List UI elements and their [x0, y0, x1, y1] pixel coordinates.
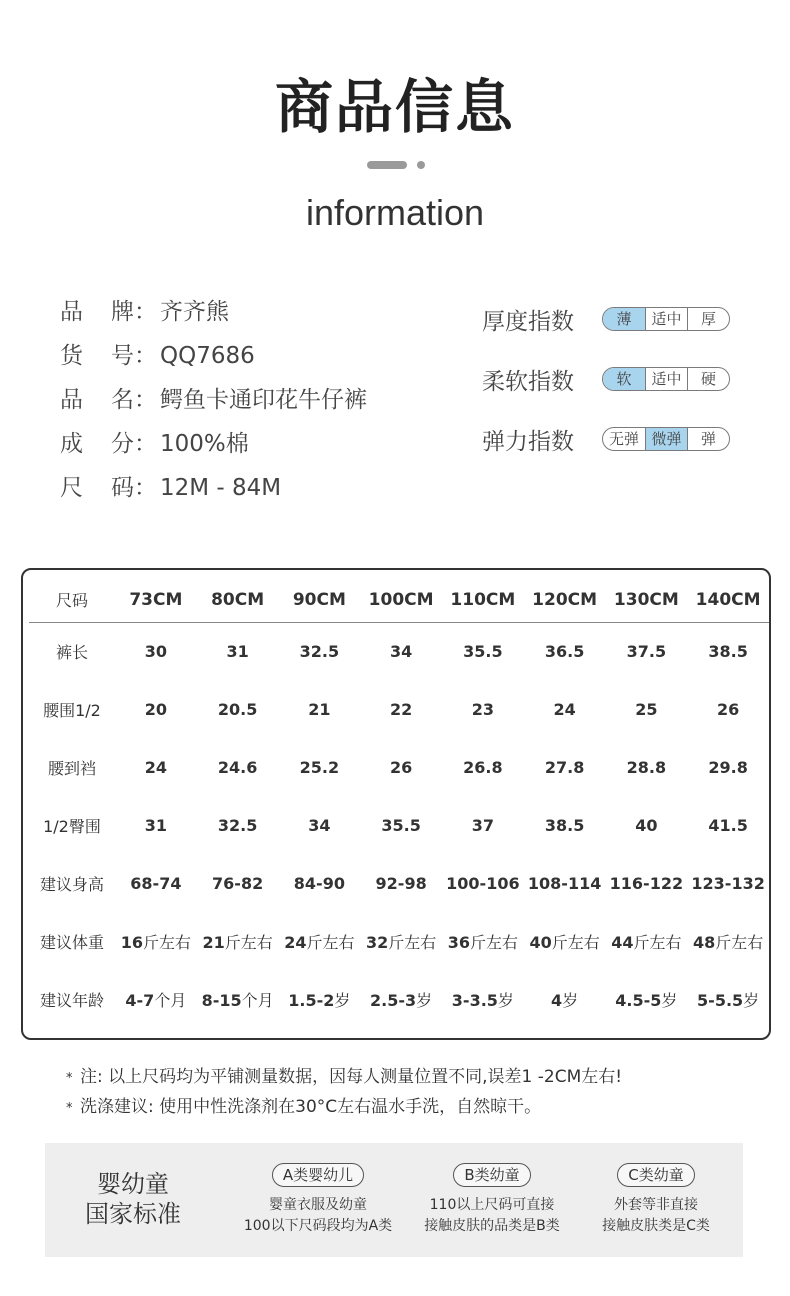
- size-cell: [687, 796, 769, 854]
- index-label: 柔软指数: [482, 368, 574, 395]
- table-row: [29, 912, 769, 970]
- size-cell: [606, 796, 688, 854]
- thickness-index: [482, 296, 742, 342]
- cell-value: 4-7: [125, 990, 155, 1010]
- info-value: 12M - 84M: [160, 475, 282, 501]
- class-desc-line: 110以上尺码可直接: [429, 1197, 555, 1213]
- size-cell: [115, 680, 197, 738]
- cell-value: 48: [692, 932, 716, 952]
- size-cell: [442, 912, 524, 970]
- national-standard-panel: [45, 1143, 743, 1257]
- size-cell: [524, 796, 606, 854]
- cell-value: 38.5: [544, 815, 585, 835]
- size-cell: [279, 796, 361, 854]
- cell-value: 37.5: [626, 641, 667, 661]
- size-cell: [279, 738, 361, 796]
- info-label: 货号: [60, 343, 134, 369]
- cell-value: 92-98: [375, 873, 427, 893]
- cell-value: 76-82: [212, 873, 264, 893]
- size-cell: [279, 680, 361, 738]
- size-cell: [279, 854, 361, 912]
- cell-value: 29.8: [708, 757, 748, 777]
- product-info-list: [60, 290, 460, 510]
- divider-dot: [417, 161, 425, 169]
- size-cell: [524, 622, 606, 680]
- cell-value: 1.5-2: [288, 990, 335, 1010]
- cell-value: 21: [308, 699, 331, 719]
- cell-value: 23: [471, 699, 494, 719]
- size-header-cell: 100CM: [360, 578, 442, 622]
- size-chart: [21, 568, 771, 1040]
- title-divider: [367, 161, 427, 169]
- cell-unit: 斤左右: [388, 932, 437, 952]
- size-cell: [115, 970, 197, 1028]
- cell-value: 40: [635, 815, 658, 835]
- notes: [66, 1062, 766, 1122]
- cell-value: 31: [226, 641, 249, 661]
- page-subtitle: information: [305, 192, 485, 233]
- note-measurement: [66, 1062, 766, 1092]
- size-cell: [442, 622, 524, 680]
- size-header-label: 尺码: [29, 578, 115, 622]
- cell-unit: 斤左右: [143, 932, 192, 952]
- cell-value: 35.5: [381, 815, 421, 835]
- cell-value: 123-132: [691, 873, 765, 893]
- row-label: 建议体重: [39, 932, 104, 952]
- size-cell: [442, 796, 524, 854]
- size-cell: [442, 680, 524, 738]
- class-desc-line: 婴童衣服及幼童: [269, 1197, 367, 1213]
- cell-value: 37: [471, 815, 494, 835]
- size-cell: [279, 912, 361, 970]
- cell-unit: 个月: [241, 990, 274, 1010]
- info-row-brand: [60, 290, 460, 334]
- cell-unit: 斤左右: [551, 932, 600, 952]
- cell-value: 24: [553, 699, 576, 719]
- size-cell: [360, 738, 442, 796]
- size-cell: [687, 680, 769, 738]
- cell-unit: 岁: [661, 990, 678, 1010]
- cell-unit: 斤左右: [470, 932, 519, 952]
- cell-value: 32.5: [217, 815, 258, 835]
- size-cell: [197, 912, 279, 970]
- info-label: 成分: [60, 431, 134, 457]
- size-cell: [442, 970, 524, 1028]
- index-option: 无弹: [608, 430, 639, 448]
- size-cell: [197, 970, 279, 1028]
- cell-value: 22: [389, 699, 413, 719]
- size-cell: [524, 912, 606, 970]
- size-cell: [606, 970, 688, 1028]
- cell-value: 35.5: [463, 641, 503, 661]
- cell-value: 28.8: [626, 757, 667, 777]
- cell-unit: 岁: [416, 990, 433, 1010]
- cell-value: 36: [447, 932, 470, 952]
- divider-dash: [367, 161, 407, 169]
- info-value: 100%棉: [160, 431, 249, 457]
- class-badge: B类幼童: [453, 1163, 530, 1187]
- index-option: 微弹: [645, 428, 687, 450]
- cell-value: 2.5-3: [370, 990, 417, 1010]
- class-badge: C类幼童: [617, 1163, 694, 1187]
- size-table-header: [29, 578, 769, 622]
- size-cell: [524, 970, 606, 1028]
- info-row-name: [60, 378, 460, 422]
- class-desc-line: 外套等非直接: [614, 1197, 698, 1213]
- cell-value: 24: [284, 932, 307, 952]
- cell-value: 68-74: [130, 873, 182, 893]
- cell-value: 21: [202, 932, 225, 952]
- cell-value: 4: [551, 990, 563, 1010]
- size-table-body: [29, 622, 769, 1028]
- standard-title-line: 国家标准: [85, 1200, 181, 1228]
- size-cell: [115, 912, 197, 970]
- cell-value: 108-114: [527, 873, 602, 893]
- table-row: [29, 970, 769, 1028]
- info-row-size: [60, 466, 460, 510]
- index-option: 适中: [645, 368, 687, 390]
- index-option: 薄: [603, 308, 645, 330]
- info-colon: ：: [134, 299, 157, 325]
- info-row-sku: [60, 334, 460, 378]
- standard-class-b: [407, 1163, 577, 1237]
- size-cell: [687, 854, 769, 912]
- index-option: 软: [603, 368, 645, 390]
- size-cell: [524, 680, 606, 738]
- note-text: 注: 以上尺码均为平铺测量数据，因每人测量位置不同,误差1 -2CM左右!: [80, 1067, 623, 1087]
- size-cell: [279, 970, 361, 1028]
- cell-value: 32: [365, 932, 389, 952]
- class-description: [571, 1195, 741, 1237]
- size-cell: [197, 796, 279, 854]
- size-header-cell: 73CM: [115, 578, 197, 622]
- info-colon: ：: [134, 343, 157, 369]
- size-header-cell: 140CM: [687, 578, 769, 622]
- size-header-cell: 110CM: [442, 578, 524, 622]
- standard-title: [73, 1169, 193, 1229]
- size-cell: [360, 912, 442, 970]
- size-cell: [606, 622, 688, 680]
- size-cell: [606, 680, 688, 738]
- table-row: [29, 854, 769, 912]
- row-label: 1/2臀围: [43, 816, 101, 836]
- cell-unit: 岁: [562, 990, 579, 1010]
- size-cell: [606, 854, 688, 912]
- note-washing: [66, 1092, 766, 1122]
- cell-unit: 斤左右: [224, 932, 273, 952]
- index-option: 适中: [645, 308, 687, 330]
- standard-title-line: 婴幼童: [97, 1170, 169, 1198]
- size-cell: [687, 622, 769, 680]
- star-icon: *: [66, 1101, 73, 1116]
- size-cell: [115, 796, 197, 854]
- size-header-cell: 80CM: [197, 578, 279, 622]
- cell-value: 26.8: [463, 757, 503, 777]
- cell-value: 20.5: [217, 699, 258, 719]
- cell-value: 40: [529, 932, 552, 952]
- cell-value: 26: [389, 757, 413, 777]
- info-label: 尺码: [60, 475, 134, 501]
- row-label: 裤长: [55, 642, 88, 662]
- size-cell: [360, 680, 442, 738]
- size-cell: [442, 854, 524, 912]
- size-cell: [115, 622, 197, 680]
- cell-value: 24: [144, 757, 167, 777]
- info-value: 鳄鱼卡通印花牛仔裤: [160, 387, 367, 413]
- cell-value: 116-122: [609, 873, 684, 893]
- info-label: 品牌: [60, 299, 134, 325]
- size-cell: [524, 854, 606, 912]
- cell-value: 24.6: [217, 757, 258, 777]
- class-description: [233, 1195, 403, 1237]
- cell-value: 4.5-5: [615, 990, 662, 1010]
- class-desc-line: 接触皮肤的品类是B类: [424, 1218, 560, 1234]
- index-label: 厚度指数: [482, 308, 574, 335]
- row-label: 建议年龄: [39, 990, 104, 1010]
- cell-unit: 斤左右: [633, 932, 682, 952]
- cell-value: 30: [144, 641, 167, 661]
- page-title: 商品信息: [274, 73, 515, 141]
- class-desc-line: 接触皮肤类是C类: [602, 1218, 710, 1234]
- standard-class-a: [233, 1163, 403, 1237]
- info-row-material: [60, 422, 460, 466]
- cell-value: 38.5: [708, 641, 748, 661]
- product-indices: [482, 296, 742, 476]
- size-table: [29, 578, 769, 1028]
- size-cell: [442, 738, 524, 796]
- size-cell: [197, 622, 279, 680]
- size-header-cell: 120CM: [524, 578, 606, 622]
- cell-value: 16: [120, 932, 143, 952]
- cell-unit: 岁: [334, 990, 351, 1010]
- index-option: 弹: [687, 428, 729, 450]
- cell-value: 3-3.5: [451, 990, 498, 1010]
- size-cell: [115, 738, 197, 796]
- info-colon: ：: [134, 475, 157, 501]
- class-description: [407, 1195, 577, 1237]
- cell-value: 5-5.5: [697, 990, 744, 1010]
- cell-value: 25: [635, 699, 658, 719]
- index-scale: [602, 367, 730, 391]
- cell-value: 44: [611, 932, 634, 952]
- size-header-cell: 90CM: [279, 578, 361, 622]
- size-cell: [360, 622, 442, 680]
- index-option: 厚: [687, 308, 729, 330]
- row-label: 腰到裆: [47, 758, 96, 778]
- size-cell: [197, 738, 279, 796]
- cell-value: 8-15: [201, 990, 242, 1010]
- cell-value: 20: [144, 699, 167, 719]
- table-row: [29, 738, 769, 796]
- size-cell: [115, 854, 197, 912]
- index-label: 弹力指数: [482, 428, 574, 455]
- cell-value: 36.5: [544, 641, 585, 661]
- cell-value: 25.2: [299, 757, 340, 777]
- size-cell: [279, 622, 361, 680]
- table-row: [29, 680, 769, 738]
- cell-value: 34: [389, 641, 413, 661]
- cell-unit: 斤左右: [306, 932, 355, 952]
- size-cell: [360, 854, 442, 912]
- cell-value: 31: [144, 815, 167, 835]
- cell-unit: 斤左右: [715, 932, 764, 952]
- cell-value: 41.5: [708, 815, 748, 835]
- size-header-cell: 130CM: [606, 578, 688, 622]
- index-scale: [602, 307, 730, 331]
- size-cell: [360, 970, 442, 1028]
- cell-value: 84-90: [293, 873, 345, 893]
- star-icon: *: [66, 1071, 73, 1086]
- size-cell: [687, 738, 769, 796]
- size-cell: [197, 854, 279, 912]
- cell-unit: 岁: [497, 990, 514, 1010]
- index-option: 硬: [687, 368, 729, 390]
- table-row: [29, 622, 769, 680]
- elasticity-index: [482, 416, 742, 462]
- standard-class-c: [571, 1163, 741, 1237]
- info-colon: ：: [134, 431, 157, 457]
- table-row: [29, 796, 769, 854]
- size-cell: [687, 912, 769, 970]
- class-badge: A类婴幼儿: [272, 1163, 364, 1187]
- cell-unit: 个月: [154, 990, 187, 1010]
- note-text: 洗涤建议: 使用中性洗涤剂在30°C左右温水手洗，自然晾干。: [80, 1097, 542, 1117]
- size-cell: [524, 738, 606, 796]
- size-cell: [360, 796, 442, 854]
- info-colon: ：: [134, 387, 157, 413]
- index-scale: [602, 427, 730, 451]
- cell-value: 26: [716, 699, 740, 719]
- row-label: 建议身高: [39, 874, 104, 894]
- cell-value: 32.5: [299, 641, 340, 661]
- info-value: QQ7686: [160, 343, 255, 369]
- size-cell: [606, 738, 688, 796]
- info-value: 齐齐熊: [160, 299, 229, 325]
- size-cell: [197, 680, 279, 738]
- size-cell: [687, 970, 769, 1028]
- cell-value: 100-106: [446, 873, 520, 893]
- size-cell: [606, 912, 688, 970]
- info-label: 品名: [60, 387, 134, 413]
- cell-unit: 岁: [743, 990, 760, 1010]
- cell-value: 34: [308, 815, 331, 835]
- cell-value: 27.8: [544, 757, 585, 777]
- row-label: 腰围1/2: [43, 700, 101, 720]
- class-desc-line: 100以下尺码段均为A类: [243, 1218, 393, 1234]
- softness-index: [482, 356, 742, 402]
